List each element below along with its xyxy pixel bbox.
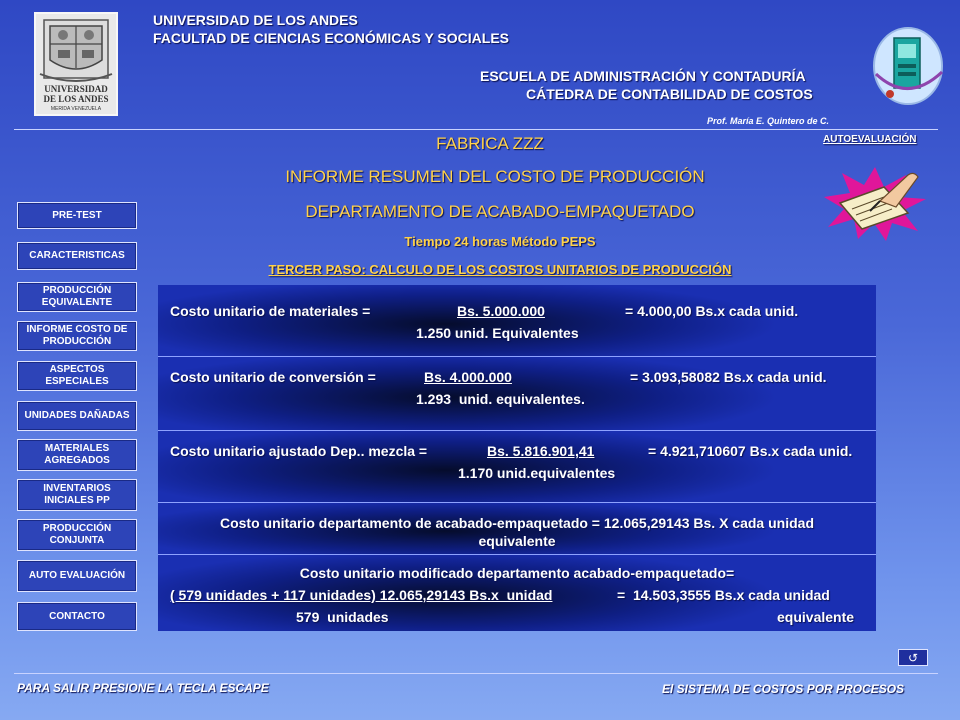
materials-numerator: Bs. 5.000.000 bbox=[457, 303, 545, 319]
report-title: INFORME RESUMEN DEL COSTO DE PRODUCCIÓN bbox=[285, 167, 705, 186]
return-icon: ↺ bbox=[907, 650, 919, 665]
company-title: FABRICA ZZZ bbox=[436, 134, 544, 153]
step-subtitle: TERCER PASO: CALCULO DE LOS COSTOS UNITARIOS DE PRODUCCIÓN bbox=[268, 262, 732, 277]
modified-suffix: equivalente bbox=[777, 609, 855, 625]
adjusted-label: Costo unitario ajustado Dep.. mezcla = bbox=[170, 443, 428, 459]
nav-pre-test-button[interactable]: PRE-TEST bbox=[17, 202, 137, 229]
adjusted-denominator: 1.170 unid.equivalentes bbox=[458, 465, 616, 481]
method-subtitle: Tiempo 24 horas Método PEPS bbox=[404, 234, 596, 249]
unit-cost-panel bbox=[158, 285, 876, 631]
nav-informe-costo-button[interactable]: INFORME COSTO DE PRODUCCIÓN bbox=[17, 321, 137, 351]
modified-unit-cost-block bbox=[158, 555, 876, 631]
adjusted-numerator: Bs. 5.816.901,41 bbox=[487, 443, 595, 459]
professor-name: Prof. María E. Quintero de C. bbox=[707, 116, 830, 126]
conversion-result: = 3.093,58082 Bs.x cada unid. bbox=[630, 369, 827, 385]
nav-produccion-equivalente-button[interactable]: PRODUCCIÓN EQUIVALENTE bbox=[17, 282, 137, 312]
modified-denominator: 579 unidades bbox=[296, 609, 389, 625]
conversion-numerator: Bs. 4.000.000 bbox=[424, 369, 512, 385]
conversion-label: Costo unitario de conversión = bbox=[170, 369, 376, 385]
nav-produccion-conjunta-button[interactable]: PRODUCCIÓN CONJUNTA bbox=[17, 519, 137, 551]
nav-inventarios-iniciales-button[interactable]: INVENTARIOS INICIALES PP bbox=[17, 479, 137, 511]
nav-auto-evaluacion-button[interactable]: AUTO EVALUACIÓN bbox=[17, 560, 137, 592]
adjusted-result: = 4.921,710607 Bs.x cada unid. bbox=[648, 443, 853, 459]
department-cost-line1: Costo unitario departamento de acabado-empaquetado = 12.065,29143 Bs. X cada unidad bbox=[219, 515, 814, 531]
autoevaluacion-link[interactable]: AUTOEVALUACIÓN bbox=[823, 134, 917, 145]
logo-text: UNIVERSIDAD DE LOS ANDES bbox=[43, 84, 109, 104]
modified-result: = 14.503,3555 Bs.x cada unidad bbox=[617, 587, 830, 603]
chair-name: CÁTEDRA DE CONTABILIDAD DE COSTOS bbox=[526, 86, 813, 102]
footer-divider bbox=[14, 673, 938, 674]
system-name: El SISTEMA DE COSTOS POR PROCESOS bbox=[662, 682, 905, 696]
materials-cost-block bbox=[158, 285, 876, 357]
adjusted-cost-block bbox=[158, 431, 876, 503]
return-button[interactable] bbox=[898, 649, 928, 666]
materials-result: = 4.000,00 Bs.x cada unid. bbox=[625, 303, 799, 319]
materials-denominator: 1.250 unid. Equivalentes bbox=[416, 325, 579, 341]
nav-caracteristicas-button[interactable]: CARACTERISTICAS bbox=[17, 242, 137, 270]
nav-aspectos-especiales-button[interactable]: ASPECTOS ESPECIALES bbox=[17, 361, 137, 391]
nav-contacto-button[interactable]: CONTACTO bbox=[17, 602, 137, 631]
conversion-cost-block bbox=[158, 357, 876, 431]
writing-hand-icon bbox=[822, 165, 928, 241]
department-unit-cost-block bbox=[158, 503, 876, 555]
modified-cost-line1: Costo unitario modificado departamento acabado-empaquetado= bbox=[299, 565, 735, 581]
header-divider bbox=[14, 129, 938, 130]
computer-globe-icon bbox=[872, 20, 944, 108]
university-logo bbox=[34, 12, 118, 116]
nav-materiales-agregados-button[interactable]: MATERIALES AGREGADOS bbox=[17, 439, 137, 471]
modified-numerator: ( 579 unidades + 117 unidades) 12.065,29143 Bs.x unidad bbox=[170, 587, 553, 603]
materials-label: Costo unitario de materiales = bbox=[170, 303, 371, 319]
faculty-name: FACULTAD DE CIENCIAS ECONÓMICAS Y SOCIALES bbox=[153, 30, 509, 46]
department-title: DEPARTAMENTO DE ACABADO-EMPAQUETADO bbox=[305, 202, 695, 221]
department-cost-line2: equivalente bbox=[478, 533, 556, 549]
conversion-denominator: 1.293 unid. equivalentes. bbox=[416, 391, 585, 407]
logo-subtext: MERIDA VENEZUELA bbox=[50, 106, 102, 112]
nav-unidades-danadas-button[interactable]: UNIDADES DAÑADAS bbox=[17, 401, 137, 431]
school-name: ESCUELA DE ADMINISTRACIÓN Y CONTADURÍA bbox=[480, 68, 806, 84]
exit-hint: PARA SALIR PRESIONE LA TECLA ESCAPE bbox=[17, 681, 269, 695]
university-name: UNIVERSIDAD DE LOS ANDES bbox=[153, 12, 358, 28]
